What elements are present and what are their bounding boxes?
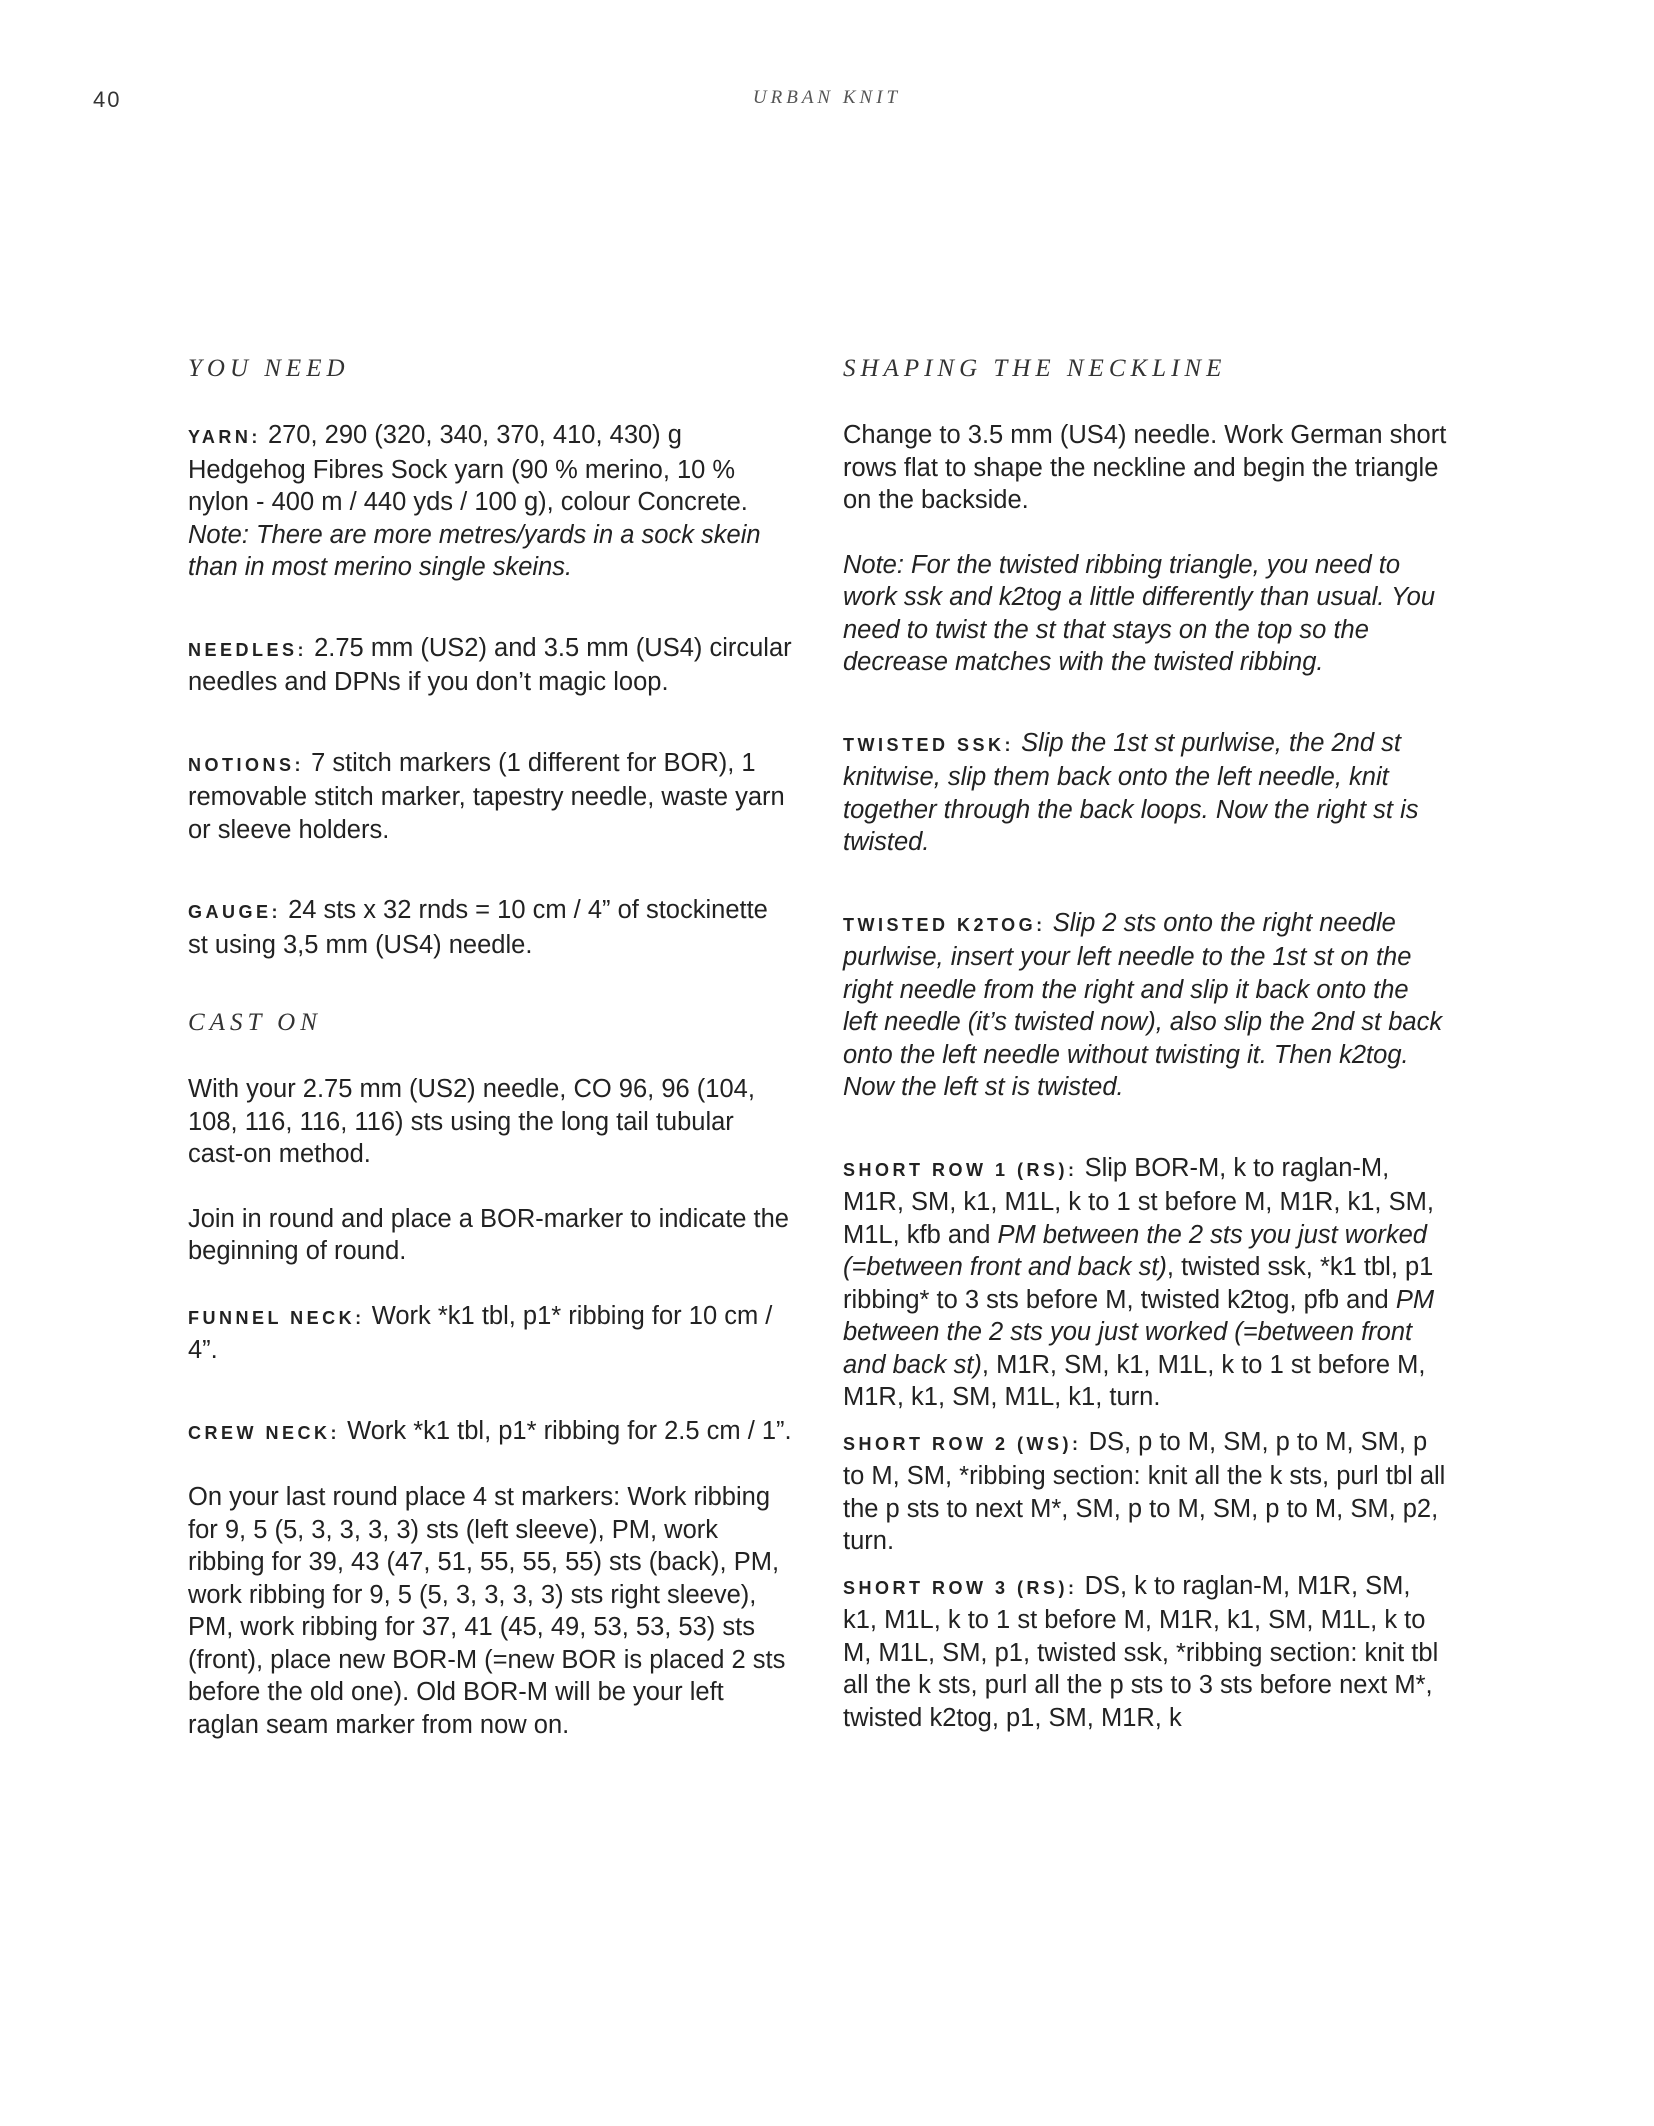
- yarn-paragraph: [188, 419, 793, 584]
- short-row-1-label: SHORT ROW 1 (RS):: [843, 1159, 1078, 1180]
- yarn-note: Note: There are more metres/yards in a sock skein than in most merino single skeins.: [188, 520, 761, 581]
- yarn-label: YARN:: [188, 427, 261, 447]
- funnel-neck-label: FUNNEL NECK:: [188, 1307, 365, 1328]
- notions-text: 7 stitch markers (1 different for BOR), 1 removable stitch marker, tapestry needle, waste yarn or sleeve holders.: [188, 748, 785, 844]
- needles-text: 2.75 mm (US2) and 3.5 mm (US4) circular needles and DPNs if you don’t magic loop.: [188, 633, 792, 696]
- twisted-k2tog-paragraph: [843, 907, 1448, 1104]
- you-need-title: YOU NEED: [188, 355, 350, 382]
- neckline-paragraph: Change to 3.5 mm (US4) needle. Work German short rows flat to shape the neckline and begin the triangle on the backside.: [843, 421, 1447, 514]
- notions-label: NOTIONS:: [188, 754, 304, 775]
- neckline-note: Note: For the twisted ribbing triangle, you need to work ssk and k2tog a little differently than usual. You need to twist the st that stays on the top so the decrease matches with the twisted ribbing.: [843, 550, 1436, 676]
- shaping-neckline-title: SHAPING THE NECKLINE: [843, 355, 1227, 382]
- needles-paragraph: [188, 632, 793, 699]
- twisted-k2tog-label: TWISTED K2TOG:: [843, 914, 1046, 935]
- gauge-text: 24 sts x 32 rnds = 10 cm / 4” of stockinette st using 3,5 mm (US4) needle.: [188, 896, 768, 959]
- right-column: [843, 355, 1448, 1766]
- short-row-1-paragraph: [843, 1152, 1448, 1414]
- needles-label: NEEDLES:: [188, 639, 308, 660]
- page-number: 40: [93, 87, 122, 112]
- twisted-ssk-paragraph: [843, 727, 1448, 859]
- last-round-paragraph: On your last round place 4 st markers: Work ribbing for 9, 5 (5, 3, 3, 3, 3) sts (left sleeve), PM, work ribbing for 39, 43 (47, 51, 55, 55, 55) sts (back), PM, work ribbing for 9, 5 (5, 3, 3, 3, 3) sts right sleeve), PM, work ribbing for 37, 41 (45, 49, 53, 53, 53) sts (front), place new BOR-M (=new BOR is placed 2 sts before the old one). Old BOR-M will be your left raglan seam marker from now on.: [188, 1483, 786, 1739]
- crew-neck-label: CREW NECK:: [188, 1422, 340, 1443]
- short-row-2-paragraph: [843, 1426, 1448, 1558]
- short-row-1-text-e: , M1R, SM, k1, M1L, k to 1 st before M, M1R, k1, SM, M1L, k1, turn.: [843, 1350, 1426, 1411]
- cast-on-paragraph: With your 2.75 mm (US2) needle, CO 96, 96 (104, 108, 116, 116, 116) sts using the long tail tubular cast-on method.: [188, 1075, 755, 1168]
- crew-neck-paragraph: [188, 1415, 793, 1450]
- short-row-1-text-a: Slip BOR-M, k to raglan-M, M1R, SM, k1, M1L, k to 1 st before M, M1R, k1, SM, M1L, kfb and: [843, 1153, 1434, 1249]
- short-row-3-paragraph: [843, 1570, 1448, 1735]
- gauge-paragraph: [188, 894, 793, 961]
- crew-neck-text: Work *k1 tbl, p1* ribbing for 2.5 cm / 1”.: [340, 1416, 792, 1445]
- twisted-k2tog-text: Slip 2 sts onto the right needle purlwise, insert your left needle to the 1st st on the right needle from the right and slip it back onto the left needle (it’s twisted now), also slip the 2nd st back onto the left needle without twisting it. Then k2tog. Now the left st is twisted.: [843, 908, 1443, 1101]
- short-row-3-label: SHORT ROW 3 (RS):: [843, 1577, 1078, 1598]
- short-row-1-text-c: , twisted ssk, *k1 tbl, p1 ribbing* to 3 sts before M, twisted k2tog, pfb and: [843, 1253, 1434, 1314]
- left-column: [188, 355, 793, 1773]
- running-title: URBAN KNIT: [752, 87, 902, 108]
- short-row-3-text: DS, k to raglan-M, M1R, SM, k1, M1L, k to 1 st before M, M1R, k1, SM, M1L, k to M, M1L, SM, p1, twisted ssk, *ribbing section: knit tbl all the k sts, purl all the p sts to 3 sts before next M*, twisted k2tog, p1, SM, M1R, k: [843, 1571, 1439, 1732]
- short-row-1-text-b: PM between the 2 sts you just worked (=between front and back st): [843, 1220, 1427, 1281]
- funnel-neck-text: Work *k1 tbl, p1* ribbing for 10 cm / 4”.: [188, 1301, 773, 1364]
- gauge-label: GAUGE:: [188, 902, 281, 922]
- short-row-2-text: DS, p to M, SM, p to M, SM, p to M, SM, *ribbing section: knit all the k sts, purl tbl all the p sts to next M*, SM, p to M, SM, p to M, SM, p2, turn.: [843, 1427, 1446, 1555]
- short-row-1-text-d: PM between the 2 sts you just worked (=between front and back st): [843, 1285, 1435, 1379]
- yarn-text: 270, 290 (320, 340, 370, 410, 430) g Hedgehog Fibres Sock yarn (90 % merino, 10 % nylon - 400 m / 440 yds / 100 g), colour Concrete.: [188, 421, 748, 516]
- funnel-neck-paragraph: [188, 1300, 793, 1367]
- short-row-2-label: SHORT ROW 2 (WS):: [843, 1433, 1082, 1454]
- notions-paragraph: [188, 747, 793, 847]
- twisted-ssk-label: TWISTED SSK:: [843, 734, 1014, 755]
- join-round-paragraph: Join in round and place a BOR-marker to indicate the beginning of round.: [188, 1204, 789, 1265]
- cast-on-title: CAST ON: [188, 1009, 322, 1036]
- twisted-ssk-text: Slip the 1st st purlwise, the 2nd st knitwise, slip them back onto the left needle, knit together through the back loops. Now the right st is twisted.: [843, 728, 1419, 856]
